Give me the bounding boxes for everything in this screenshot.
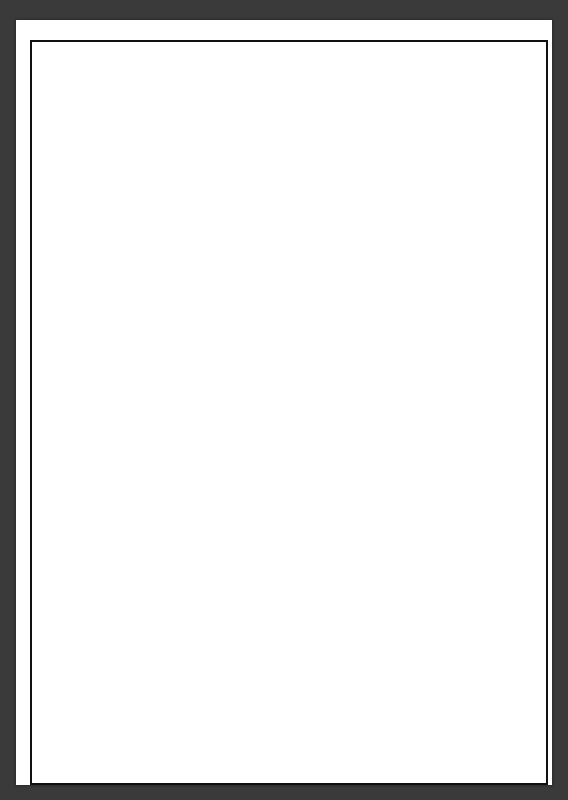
worksheet-page [16,20,552,785]
questions-frame [30,40,548,785]
